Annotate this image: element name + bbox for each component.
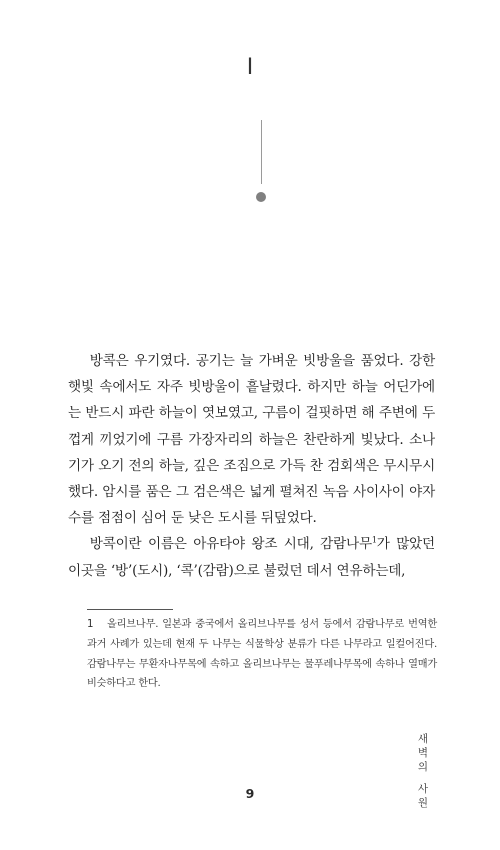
- running-head-line-2: 사원: [417, 783, 429, 809]
- page-number: 9: [245, 786, 255, 801]
- footnote-text: 올리브나무. 일본과 중국에서 올리브나무를 성서 등에서 감람나무로 번역한 과거 사례가 있는데 현재 두 나무는 식물학상 분류가 다른 나무라고 일컬어진다. 감람나무는 무환자나무목에 속하고 올리브나무는 물푸레나무목에 속하나 열매가 비슷하다고 한다.: [87, 619, 437, 690]
- decorative-vertical-line: [261, 120, 262, 184]
- footnote-marker: 1: [371, 535, 377, 545]
- paragraph-2-start: 방콕이란 이름은 아유타야 왕조 시대, 감람나무: [89, 536, 372, 553]
- paragraph-2-end: 가 많았던 이곳을 ‘방’(도시), ‘콕’(감람)으로 불렀던 데서 연유하는데,: [68, 536, 435, 579]
- footnote: [87, 615, 437, 694]
- body-text: [68, 348, 435, 584]
- running-head-line-1: 새벽의: [417, 733, 429, 773]
- footnote-number: 1: [87, 619, 94, 630]
- paragraph-1: 방콕은 우기였다. 공기는 늘 가벼운 빗방울을 품었다. 강한 햇빛 속에서도 자주 빗방울이 흩날렸다. 하지만 하늘 어딘가에는 반드시 파란 하늘이 엿보였고, 구름이 걸핏하면 해 주변에 두껍게 끼었기에 구름 가장자리의 하늘은 찬란하게 빛났다. 소나기가 오기 전의 하늘, 깊은 조짐으로 가득 찬 검회색은 무시무시했다. 암시를 품은 그 검은색은 넓게 펼쳐진 녹음 사이사이 야자수를 점점이 심어 둔 낮은 도시를 뒤덮었다.: [68, 353, 435, 527]
- paragraph-2: [68, 531, 435, 583]
- running-head-gap: [416, 774, 430, 782]
- chapter-numeral: I: [246, 55, 254, 80]
- decorative-dot: [256, 192, 266, 202]
- footnote-rule: [87, 609, 173, 610]
